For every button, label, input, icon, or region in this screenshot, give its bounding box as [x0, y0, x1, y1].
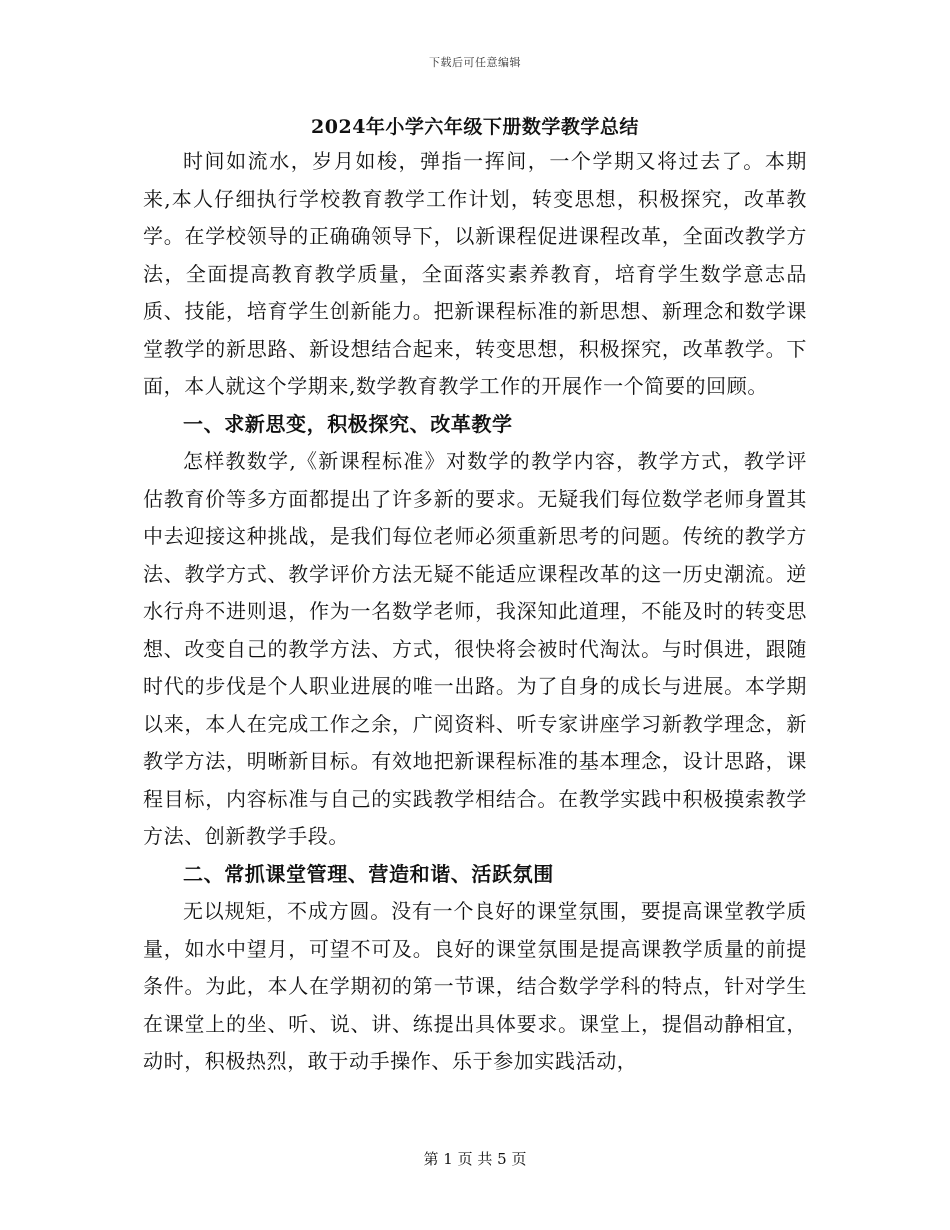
page-header-note: 下载后可任意编辑 — [429, 56, 521, 69]
section-2-heading: 二、常抓课堂管理、营造和谐、活跃氛围 — [183, 861, 554, 886]
document-title: 2024年小学六年级下册数学教学总结 — [311, 116, 639, 138]
page-number: 第 1 页 共 5 页 — [423, 1150, 527, 1168]
intro-paragraph: 时间如流水，岁月如梭，弹指一挥间，一个学期又将过去了。本期来,本人仔细执行学校教育教学工作计划，转变思想，积极探究，改革教学。在学校领导的正确确领导下，以新课程促进课程改革，全面改教学方法，全面提高教育教学质量，全面落实素养教育，培育学生数学意志品质、技能，培育学生创新能力。把新课程标准的新思想、新理念和数学课堂教学的新思路、新设想结合起来，转变思想，积极探究，改革教学。下面，本人就这个学期来,数学教育教学工作的开展作一个简要的回顾。 — [143, 149, 807, 398]
section-1-heading: 一、求新思变，积极探究、改革教学 — [183, 411, 513, 436]
section-1-paragraph: 怎样教数学,《新课程标准》对数学的教学内容，教学方式，教学评估教育价等多方面都提出了许多新的要求。无疑我们每位数学老师身置其中去迎接这种挑战，是我们每位老师必须重新思考的问题。传统的教学方法、教学方式、教学评价方法无疑不能适应课程改革的这一历史潮流。逆水行舟不进则退，作为一名数学老师，我深知此道理，不能及时的转变思想、改变自己的教学方法、方式，很快将会被时代淘汰。与时俱进，跟随时代的步伐是个人职业进展的唯一出路。为了自身的成长与进展。本学期以来，本人在完成工作之余，广阅资料、听专家讲座学习新教学理念，新教学方法，明晰新目标。有效地把新课程标准的基本理念，设计思路，课程目标，内容标准与自己的实践教学相结合。在教学实践中积极摸索教学方法、创新教学手段。 — [143, 449, 807, 848]
section-2-paragraph: 无以规矩，不成方圆。没有一个良好的课堂氛围，要提高课堂教学质量，如水中望月，可望不可及。良好的课堂氛围是提高课教学质量的前提条件。为此，本人在学期初的第一节课，结合数学学科的特点，针对学生在课堂上的坐、听、说、讲、练提出具体要求。课堂上，提倡动静相宜，动时，积极热烈，敢于动手操作、乐于参加实践活动， — [143, 899, 807, 1073]
document-body — [143, 143, 807, 1081]
